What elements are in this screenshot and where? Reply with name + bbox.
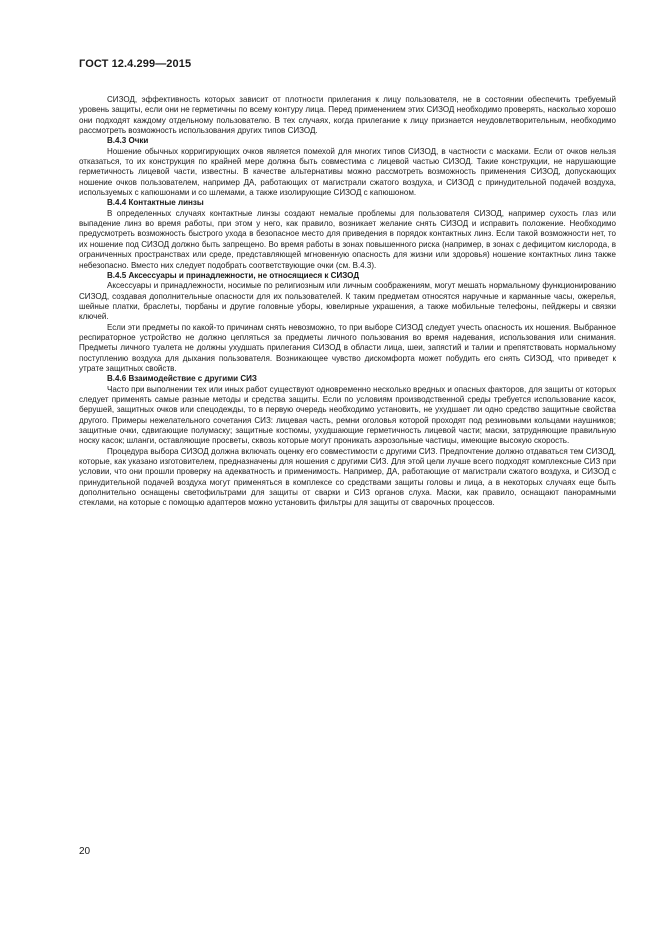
section-heading: В.4.6 Взаимодействие с другими СИЗ bbox=[107, 374, 257, 384]
section-heading: В.4.4 Контактные линзы bbox=[107, 198, 204, 208]
paragraph: Часто при выполнении тех или иных работ существуют одновременно несколько вредных и опасных факторов, для защиты от которых следует применять самые разные методы и средства защиты. Если по условиям производственной среды требуется использование касок, берушей, защитных очков или спецодежды, то в первую очередь необходимо установить, не ухудшает ли одно средство защитные свойства другого. Примеры нежелательного сочетания СИЗ: лицевая часть, ремни оголовья которой проходят под резиновыми кольцами наушников; защитные очки, сдвигающие полумаску; защитные костюмы, ухудшающие герметичность лицевой части; маски, затрудняющие правильную носку касок; шланги, оставляющие просветы, сквозь которые могут проникать аэрозольные частицы, имеющие высокую скорость. bbox=[79, 384, 616, 446]
paragraph: Аксессуары и принадлежности, носимые по религиозным или личным соображениям, могут мешать нормальному функционированию СИЗОД, создавая дополнительные опасности для их пользователей. К таким предметам относятся наручные и карманные часы, ожерелья, шейные платки, браслеты, тюрбаны и другие головные уборы, ювелирные украшения, а также мобильные телефоны, пейджеры и связки ключей. bbox=[79, 281, 616, 322]
document-body bbox=[79, 95, 616, 509]
page-number: 20 bbox=[79, 846, 91, 857]
section-heading: В.4.3 Очки bbox=[107, 136, 149, 146]
paragraph: В определенных случаях контактные линзы создают немалые проблемы для пользователя СИЗОД, например сухость глаз или выпадение линз во время работы, при этом у него, как правило, возникает желание снять СИЗОД и исправить положение. Необходимо предусмотреть возможность быстрого ухода в безопасное место для приведения в порядок контактных линз. Если такой возможности нет, то их ношение под СИЗОД должно быть запрещено. Во время работы в зонах повышенного риска (например, в зонах с дефицитом кислорода, в ограниченных пространствах или среде, представляющей мгновенную опасность для жизни или здоровья) ношение контактных линз также небезопасно. Вместо них следует подобрать соответствующие очки (см. В.4.3). bbox=[79, 208, 616, 270]
paragraph: СИЗОД, эффективность которых зависит от плотности прилегания к лицу пользователя, не в состоянии обеспечить требуемый уровень защиты, если они не герметичны по всему контуру лица. Перед применением этих СИЗОД необходимо проверять, насколько хорошо они подходят каждому отдельному пользователю. В тех случаях, когда прилегание к лицу признается неудовлетворительным, необходимо рассмотреть возможность использования других типов СИЗОД. bbox=[79, 95, 616, 136]
section-heading: В.4.5 Аксессуары и принадлежности, не относящиеся к СИЗОД bbox=[107, 270, 360, 280]
paragraph: Процедура выбора СИЗОД должна включать оценку его совместимости с другими СИЗ. Предпочтение должно отдаваться тем СИЗОД, которые, как указано изготовителем, предназначены для ношения с другими СИЗ. Для этой цели лучше всего подходят комплексные СИЗ при условии, что они прошли проверку на адекватность и применимость. Например, ДА, работающие от магистрали сжатого воздуха, и СИЗОД с принудительной подачей воздуха могут применяться в комплексе со средствами защиты головы и лица, а в некоторых случаях еще быть дополнительно оснащены светофильтрами для защиты от сварки и СИЗ органов слуха. Маски, как правило, оснащают панорамными стеклами, на которые с помощью адаптеров можно установить фильтры для защиты от сварочных процессов. bbox=[79, 446, 616, 508]
paragraph: Если эти предметы по какой-то причинам снять невозможно, то при выборе СИЗОД следует учесть опасность их ношения. Выбранное респираторное устройство не должно цепляться за предметы личного пользования во время надевания, использования или снимания. Предметы личного туалета не должны ухудшать прилегания СИЗОД в области лица, шеи, запястий и талии и препятствовать нормальному поступлению воздуха для дыхания пользователя. Возникающее чувство дискомфорта может побудить его снять СИЗОД, что приведет к утрате защитных свойств. bbox=[79, 322, 616, 373]
paragraph: Ношение обычных корригирующих очков является помехой для многих типов СИЗОД, в частности с масками. Если от очков нельзя отказаться, то их конструкция по крайней мере должна быть совместима с лицевой частью СИЗОД. Такие конструкции, не нарушающие герметичность лицевой части, известны. В качестве альтернативы можно рассмотреть возможность применения СИЗОД, допускающих ношение очков пользователем, например ДА, работающих от магистрали сжатого воздуха, и СИЗОД с принудительной подачей воздуха, используемых с капюшонами и со шлемами, а также изолирующие СИЗОД с капюшоном. bbox=[79, 146, 616, 198]
document-header: ГОСТ 12.4.299—2015 bbox=[79, 58, 192, 70]
